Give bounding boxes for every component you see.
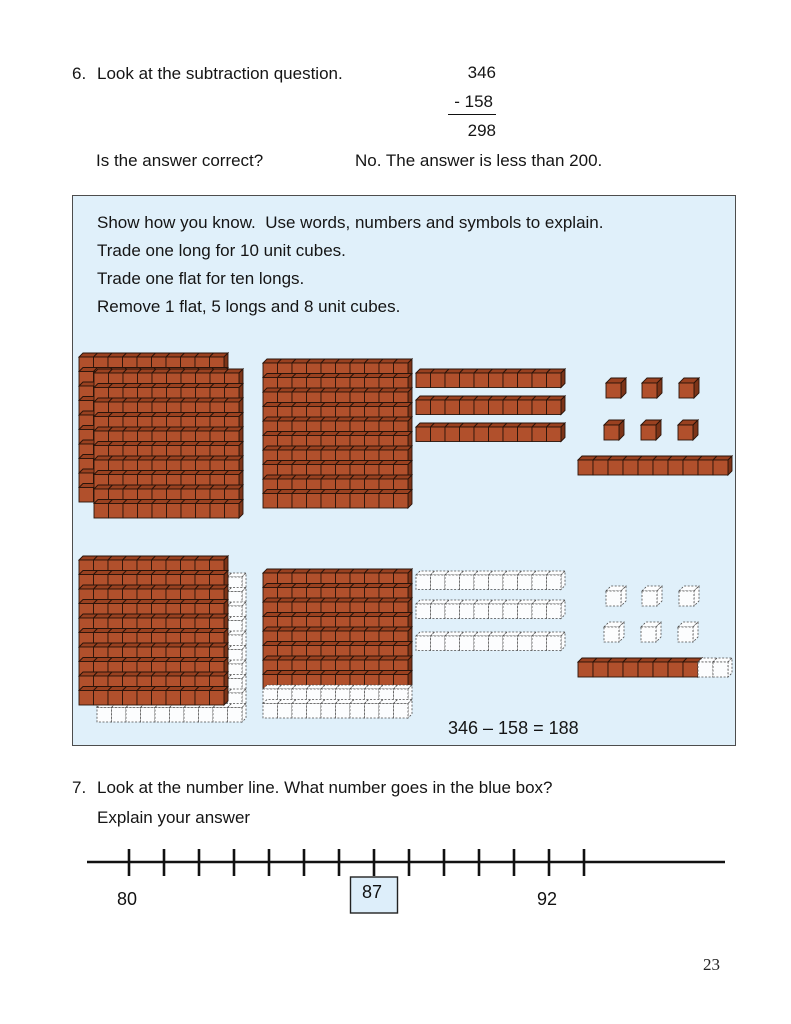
q7-prompt: Look at the number line. What number goes in the blue box? bbox=[97, 778, 553, 797]
q6-prompt: Look at the subtraction question. bbox=[97, 64, 343, 83]
minuend: 346 bbox=[467, 63, 496, 82]
explanation-line: Trade one flat for ten longs. bbox=[97, 269, 305, 288]
svg-text:92: 92 bbox=[536, 889, 558, 909]
q6-check-answer: No. The answer is less than 200. bbox=[355, 151, 603, 170]
svg-text:80: 80 bbox=[116, 889, 138, 909]
number-line-figure bbox=[0, 840, 791, 930]
explanation-panel bbox=[72, 195, 736, 746]
q6-check-question: Is the answer correct? bbox=[96, 151, 264, 170]
base-ten-blocks-figure bbox=[73, 196, 737, 747]
q7-subprompt: Explain your answer bbox=[97, 808, 251, 827]
q6-number: 6. bbox=[72, 64, 87, 83]
explanation-line: Trade one long for 10 unit cubes. bbox=[97, 241, 346, 260]
difference: 298 bbox=[467, 121, 496, 140]
result-equation: 346 – 158 = 188 bbox=[448, 718, 579, 738]
subtraction-column bbox=[438, 63, 496, 150]
q7-number: 7. bbox=[72, 778, 87, 797]
page-number: 23 bbox=[703, 955, 720, 974]
svg-text:87: 87 bbox=[361, 882, 383, 902]
explanation-line: Remove 1 flat, 5 longs and 8 unit cubes. bbox=[97, 297, 401, 316]
subtrahend: - 158 bbox=[448, 92, 496, 115]
explanation-line: Show how you know. Use words, numbers and symbols to explain. bbox=[97, 213, 604, 232]
